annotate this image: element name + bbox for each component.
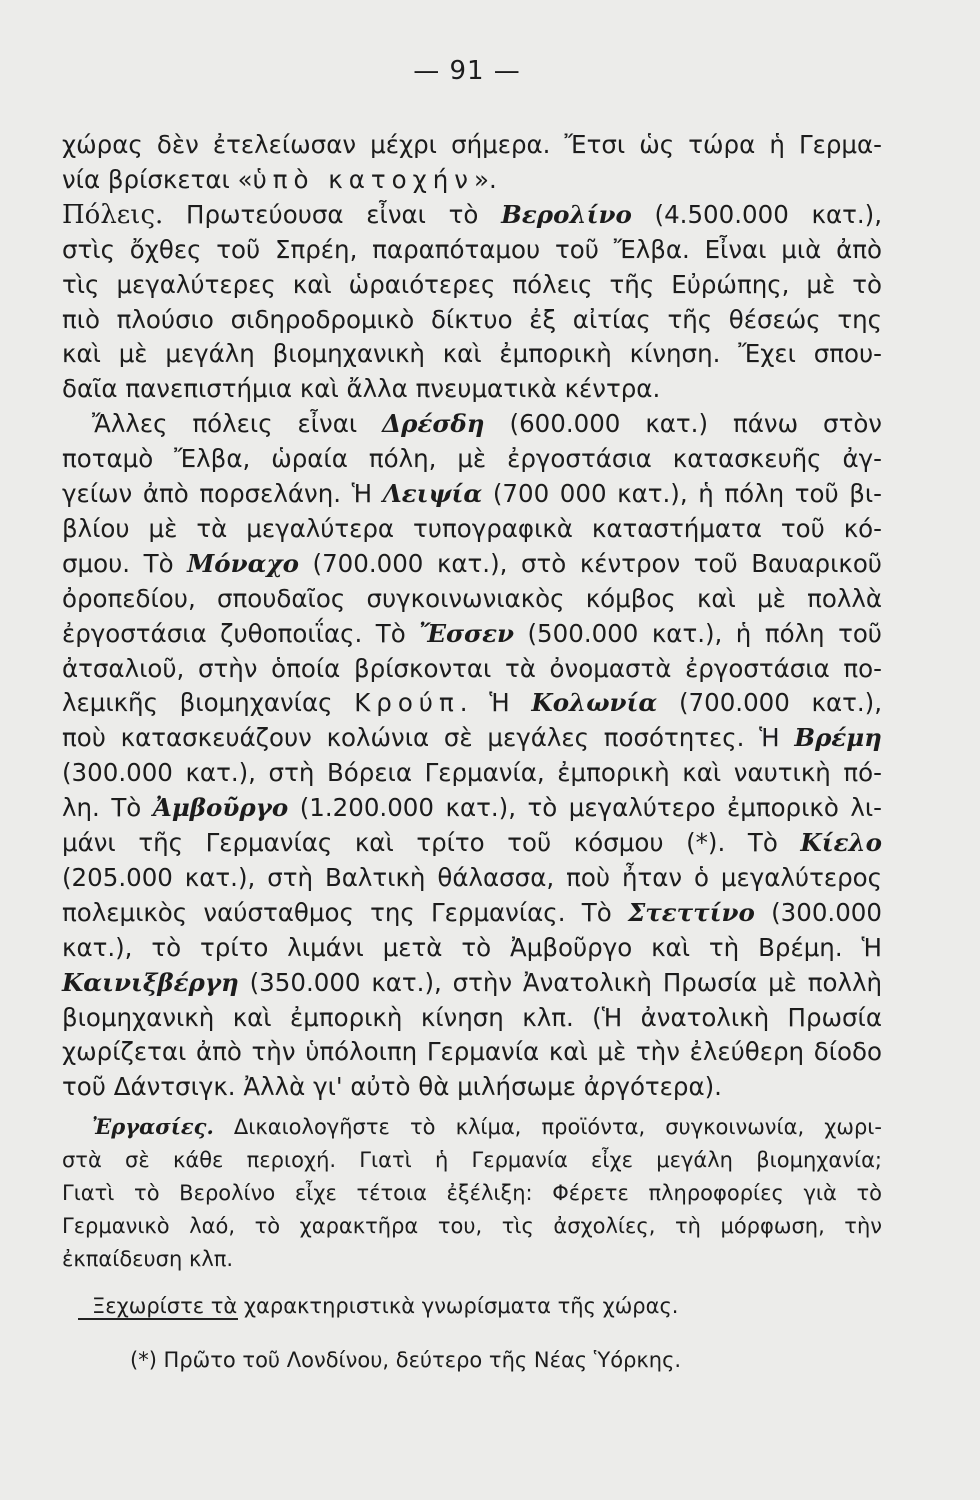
- text-run: Ξεχωρίστε τὰ χαρακτηριστικὰ γνωρίσματα τῆς χώρας.: [92, 1294, 679, 1319]
- text-run: (4.500.000 κατ.),: [631, 199, 882, 229]
- footnote-rule: [78, 1318, 238, 1320]
- text-line: [92, 407, 882, 441]
- text-run: τοῦ Δάντσιγκ. Ἀλλὰ γι' αὐτὸ θὰ μιλήσωμε ἀργότερα).: [62, 1072, 722, 1102]
- text-run: (350.000 κατ.), στὴν Ἀνατολικὴ Πρωσία μὲ πολλὴ: [238, 967, 882, 997]
- text-line: [62, 1035, 882, 1069]
- text-run: . Ἡ: [459, 688, 532, 718]
- text-line: [62, 1070, 882, 1104]
- text-run: πολεμικὸς ναύσταθμος της Γερμανίας. Τὸ: [62, 897, 628, 927]
- text-line: [62, 1143, 882, 1177]
- text-line: [62, 1242, 882, 1276]
- text-run: βιομηχανικὴ καὶ ἐμπορικὴ κίνηση κλπ. (Ἡ ἀνατολικὴ Πρωσία: [62, 1002, 882, 1032]
- text-line: [62, 756, 882, 790]
- text-line: [62, 721, 882, 755]
- text-line: [62, 198, 882, 232]
- place-name: Μόναχο: [187, 548, 299, 578]
- spaced-text: Κρούπ: [354, 688, 460, 718]
- text-run: δαῖα πανεπιστήμια καὶ ἄλλα πνευματικὰ κέντρα.: [62, 374, 661, 404]
- text-line: [62, 931, 882, 965]
- page-number: — 91 —: [413, 56, 521, 86]
- text-line: [62, 372, 882, 406]
- text-run: ».: [473, 164, 497, 194]
- place-name: Καινιξβέργη: [62, 967, 239, 997]
- text-run: σμου. Τὸ: [62, 548, 188, 578]
- text-run: στὶς ὄχθες τοῦ Σπρέη, παραπόταμου τοῦ Ἔλβα. Εἶναι μιὰ ἀπὸ: [62, 234, 882, 264]
- text-run: βλίου μὲ τὰ μεγαλύτερα τυπογραφικὰ καταστήματα τοῦ κό-: [62, 513, 882, 543]
- text-line: [62, 512, 882, 546]
- text-run: (500.000 κατ.), ἡ πόλη τοῦ: [514, 618, 882, 648]
- text-line: [62, 128, 882, 162]
- text-line: [62, 1001, 882, 1035]
- emphasis: Ἐργασίες.: [92, 1114, 214, 1140]
- text-line: [62, 896, 882, 930]
- text-run: ἐκπαίδευση κλπ.: [62, 1247, 234, 1272]
- text-run: Γιατὶ τὸ Βερολίνο εἶχε τέτοια ἐξέλιξη: Φέρετε πληροφορίες γιὰ τὸ: [62, 1181, 882, 1206]
- text-run: (205.000 κατ.), στὴ Βαλτικὴ θάλασσα, ποὺ ἦταν ὁ μεγαλύτερος: [62, 862, 882, 892]
- text-line: [62, 268, 882, 302]
- place-name: Βερολίνο: [501, 199, 632, 229]
- text-run: Πρωτεύουσα εἶναι τὸ: [163, 199, 502, 229]
- text-line: [62, 791, 882, 825]
- text-run: λη. Τὸ: [62, 793, 153, 823]
- text-line: [62, 337, 882, 371]
- text-run: (300.000 κατ.), στὴ Βόρεια Γερμανία, ἐμπορικὴ καὶ ναυτικὴ πό-: [62, 758, 882, 788]
- place-name: Ἀμβοῦργο: [152, 793, 289, 823]
- place-name: Στεττίνο: [627, 897, 755, 927]
- text-run: Ἄλλες πόλεις εἶναι: [92, 409, 383, 439]
- text-line: [62, 1209, 882, 1243]
- text-line: [62, 652, 882, 686]
- place-name: Δρέσδη: [382, 409, 485, 439]
- text-line: [62, 477, 882, 511]
- place-name: Κολωνία: [531, 688, 658, 718]
- text-run: νία βρίσκεται «: [62, 164, 253, 194]
- text-run: (700 000 κατ.), ἡ πόλη τοῦ βι-: [482, 479, 882, 508]
- text-line: [62, 163, 882, 197]
- text-run: ὀροπεδίου, σπουδαῖος συγκοινωνιακὸς κόμβος καὶ μὲ πολλὰ: [62, 583, 882, 613]
- spaced-text: ὑπὸ κατοχήν: [252, 164, 474, 194]
- text-run: τὶς μεγαλύτερες καὶ ὡραιότερες πόλεις τῆς Εὐρώπης, μὲ τὸ: [62, 269, 882, 299]
- text-line: [62, 826, 882, 860]
- footnote: (*) Πρῶτο τοῦ Λονδίνου, δεύτερο τῆς Νέας Ὑόρκης.: [130, 1348, 682, 1372]
- text-line: [62, 1176, 882, 1210]
- text-line: [62, 547, 882, 581]
- text-run: (600.000 κατ.) πάνω στὸν: [484, 409, 882, 439]
- text-run: ἐργοστάσια ζυθοποιΐας. Τὸ: [62, 618, 420, 648]
- text-run: γείων ἀπὸ πορσελάνη. Ἡ: [62, 479, 383, 508]
- text-run: λεμικῆς βιομηχανίας: [62, 688, 355, 718]
- text-line: [62, 442, 882, 476]
- text-line: [62, 861, 882, 895]
- text-run: ποταμὸ Ἔλβα, ὡραία πόλη, μὲ ἐργοστάσια κατασκευῆς ἀγ-: [62, 444, 882, 474]
- text-run: Δικαιολογῆστε τὸ κλίμα, προϊόντα, συγκοινωνία, χωρι-: [213, 1115, 882, 1140]
- text-run: ἀτσαλιοῦ, στὴν ὁποία βρίσκονται τὰ ὀνομαστὰ ἐργοστάσια πο-: [62, 653, 882, 683]
- text-line: [62, 617, 882, 651]
- place-name: Λειψία: [382, 479, 483, 508]
- section-heading: Πόλεις.: [62, 199, 164, 230]
- text-run: χωρίζεται ἀπὸ τὴν ὑπόλοιπη Γερμανία καὶ μὲ τὴν ἐλεύθερη δίοδο: [62, 1037, 882, 1067]
- text-run: (1.200.000 κατ.), τὸ μεγαλύτερο ἐμπορικὸ λι-: [288, 793, 882, 823]
- text-run: ποὺ κατασκευάζουν κολώνια σὲ μεγάλες ποσότητες. Ἡ: [62, 723, 795, 753]
- text-line: [62, 686, 882, 720]
- text-run: (700.000 κατ.), στὸ κέντρον τοῦ Βαυαρικοῦ: [298, 548, 882, 578]
- text-run: πιὸ πλούσιο σιδηροδρομικὸ δίκτυο ἐξ αἰτίας τῆς θέσεώς της: [62, 304, 882, 334]
- text-run: (700.000 κατ.),: [657, 688, 882, 718]
- place-name: Κίελο: [800, 828, 882, 857]
- text-line: [92, 1110, 882, 1144]
- text-line: [62, 582, 882, 616]
- text-line: [62, 303, 882, 337]
- text-run: στὰ σὲ κάθε περιοχή. Γιατὶ ἡ Γερμανία εἶχε μεγάλη βιομηχανία;: [62, 1148, 882, 1173]
- text-run: Γερμανικὸ λαό, τὸ χαρακτῆρα του, τὶς ἀσχολίες, τὴ μόρφωση, τὴν: [62, 1214, 882, 1239]
- text-run: κατ.), τὸ τρίτο λιμάνι μετὰ τὸ Ἀμβοῦργο καὶ τὴ Βρέμη. Ἡ: [62, 932, 882, 962]
- text-line: [62, 966, 882, 1000]
- text-line: [62, 233, 882, 267]
- text-run: μάνι τῆς Γερμανίας καὶ τρίτο τοῦ κόσμου (*). Τὸ: [62, 828, 801, 857]
- place-name: Ἔσσεν: [419, 618, 515, 648]
- text-run: (300.000: [754, 897, 882, 927]
- place-name: Βρέμη: [794, 723, 882, 753]
- text-run: καὶ μὲ μεγάλη βιομηχανικὴ καὶ ἐμπορικὴ κίνηση. Ἔχει σπου-: [62, 339, 882, 369]
- text-run: χώρας δὲν ἐτελείωσαν μέχρι σήμερα. Ἔτσι ὡς τώρα ἡ Γερμα-: [62, 130, 882, 159]
